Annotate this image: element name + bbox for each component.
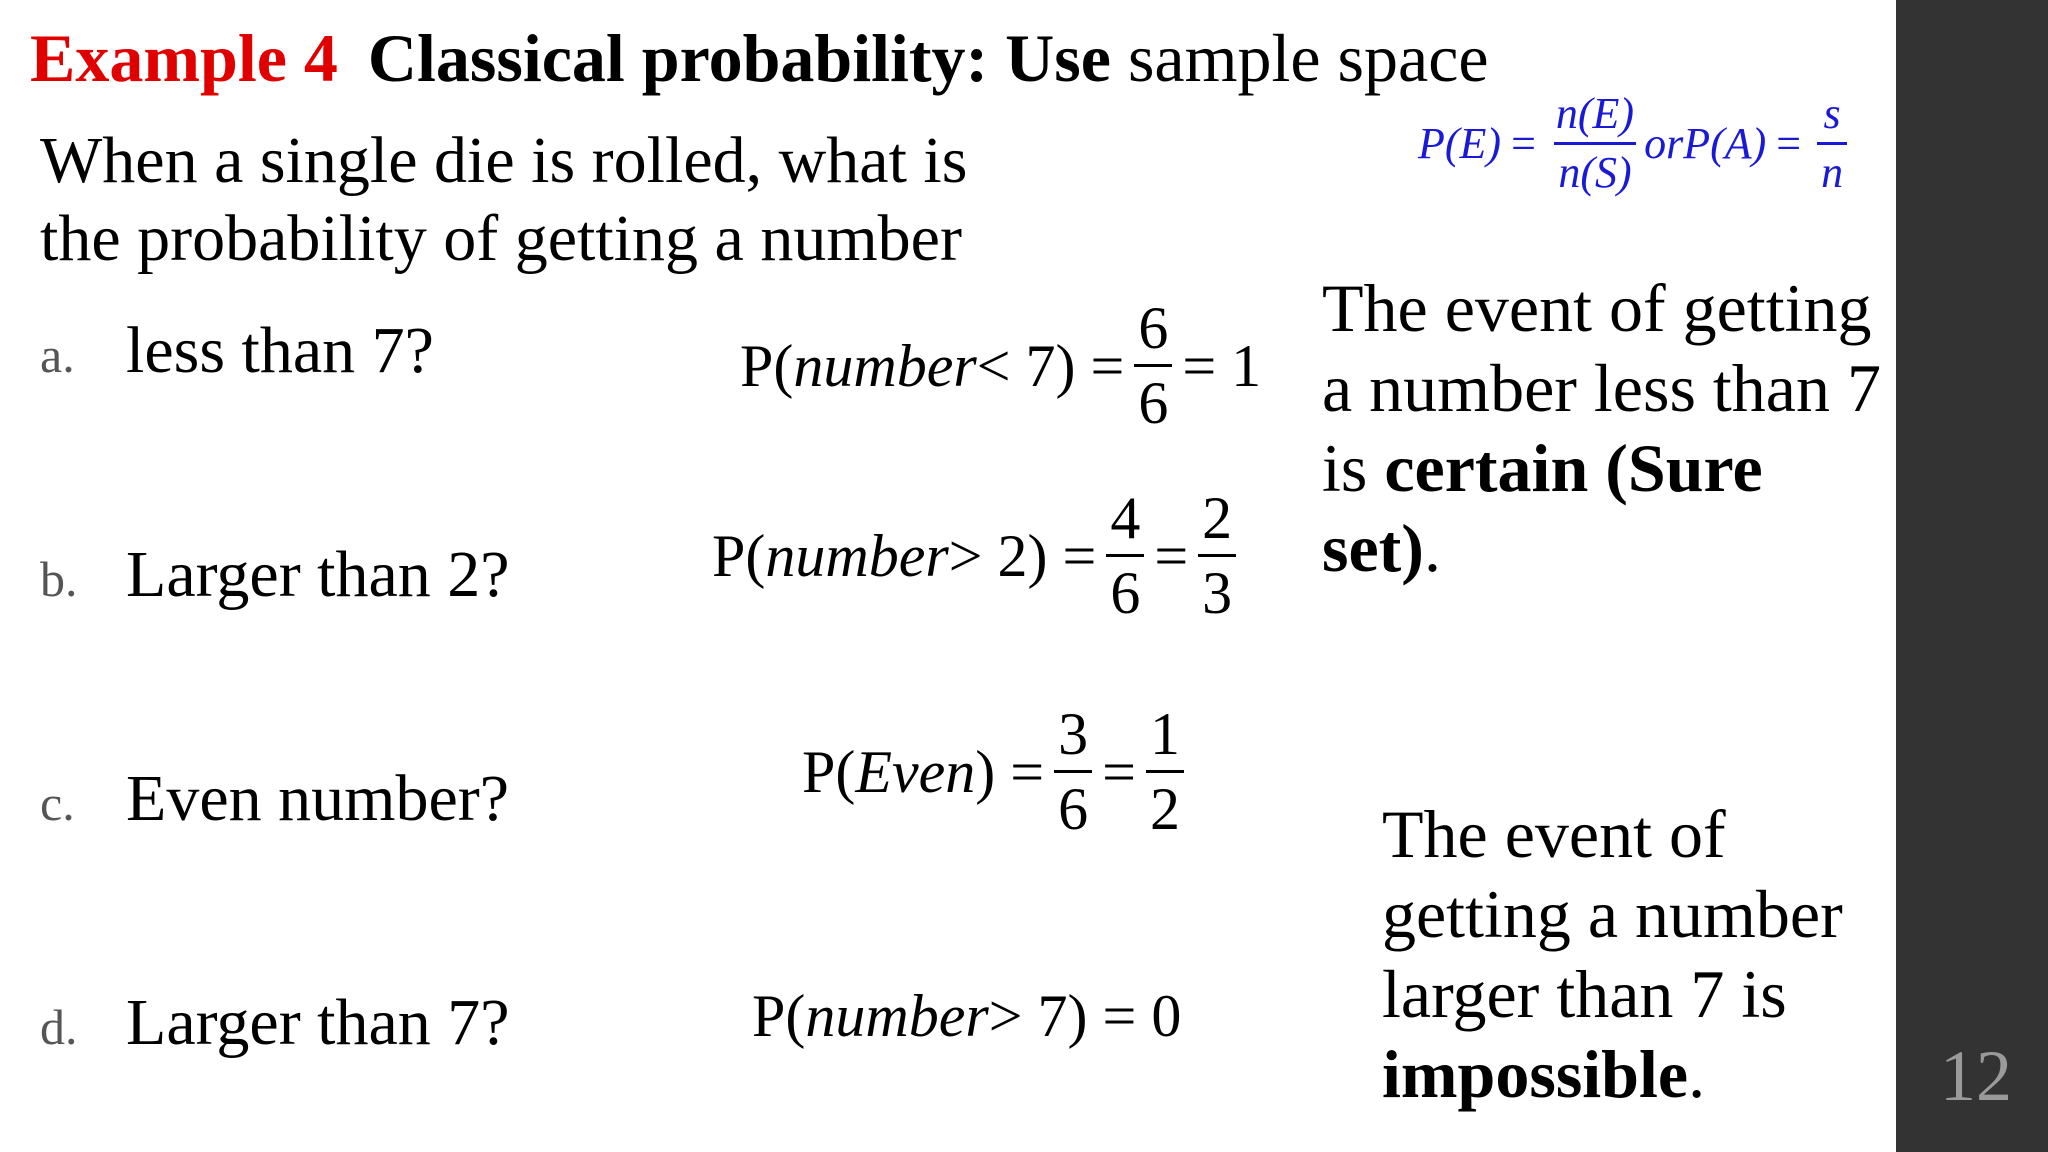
formula-c-fraction-1 xyxy=(1054,701,1092,842)
note-certain-post: . xyxy=(1423,510,1441,586)
formula-b-fraction-1 xyxy=(1106,485,1144,626)
formula-b-den1: 6 xyxy=(1106,554,1144,623)
formula-c-num1: 3 xyxy=(1058,701,1089,767)
formula-b-fraction-2 xyxy=(1198,485,1236,626)
note-impossible-bold: impossible xyxy=(1382,1036,1689,1112)
formula-a-den: 6 xyxy=(1134,364,1172,433)
formula-general-fraction xyxy=(1552,89,1638,197)
note-certain-bold: certain (Sure set) xyxy=(1322,430,1763,586)
formula-a-rest: = 1 xyxy=(1182,332,1262,399)
formula-d-var: number xyxy=(805,983,989,1049)
sidebar xyxy=(1896,0,2048,1152)
formula-b-num2: 2 xyxy=(1202,485,1233,551)
formula-b-var: number xyxy=(765,522,949,589)
formula-general-num: n(E) xyxy=(1555,89,1635,138)
formula-a-fraction xyxy=(1134,295,1172,436)
item-marker: b. xyxy=(40,551,78,607)
note-certain xyxy=(1322,268,1892,588)
page-number: 12 xyxy=(1940,1036,2012,1116)
formula-b-num1: 4 xyxy=(1110,485,1141,551)
formula-b: P( number > 2) = $\frac{4}{6}$ = $\frac{2}{3}$ xyxy=(712,488,1246,623)
list-item-d xyxy=(40,986,510,1059)
formula-a-var: number xyxy=(793,332,977,399)
title-normal: sample space xyxy=(1127,20,1489,96)
example-label: Example 4 xyxy=(30,20,338,96)
formula-a-num: 6 xyxy=(1138,295,1169,361)
question-text: When a single die is rolled, what is the probability of getting a number xyxy=(40,124,968,275)
note-impossible-post: . xyxy=(1688,1036,1706,1112)
formula-general-middle: orP(A) xyxy=(1644,118,1767,168)
note-impossible-text: The event of getting a number larger than 7 is xyxy=(1382,796,1843,1032)
general-formula: P(E) = $\frac{n(E)}{n(S)}$ orP(A) = $\frac{s}{n}$ xyxy=(1418,92,1853,195)
formula-a-rel: < 7) = xyxy=(976,332,1125,399)
item-marker: c. xyxy=(40,775,75,831)
formula-c-var: Even xyxy=(855,738,976,805)
note-impossible xyxy=(1382,794,1882,1114)
item-text: less than 7? xyxy=(126,314,434,387)
formula-c-num2: 1 xyxy=(1149,701,1180,767)
formula-d xyxy=(752,983,1182,1049)
formula-d-open: P( xyxy=(752,983,806,1049)
formula-a-open: P( xyxy=(740,332,794,399)
formula-c-fraction-2 xyxy=(1146,701,1184,842)
formula-c-open: P( xyxy=(802,738,856,805)
item-text: Even number? xyxy=(126,762,510,835)
item-text: Larger than 2? xyxy=(126,538,510,611)
formula-c: P( Even ) = $\frac{3}{6}$ = $\frac{1}{2}$ xyxy=(802,704,1194,839)
item-text: Larger than 7? xyxy=(126,986,510,1059)
formula-general-den2: n xyxy=(1817,142,1847,195)
formula-a xyxy=(740,295,1262,436)
formula-b-open: P( xyxy=(712,522,766,589)
title-bold: Classical probability: Use xyxy=(367,20,1111,96)
list-item-c xyxy=(40,762,510,835)
formula-c-den2: 2 xyxy=(1146,770,1184,839)
note-certain-text: The event of getting a number less than 7 is xyxy=(1322,270,1881,506)
formula-general-num2: s xyxy=(1823,89,1841,138)
formula-c-den1: 6 xyxy=(1054,770,1092,839)
formula-general-den: n(S) xyxy=(1554,142,1635,195)
formula-b-den2: 3 xyxy=(1198,554,1236,623)
item-marker: d. xyxy=(40,999,78,1055)
list-item-b xyxy=(40,538,510,611)
formula-general-lhs: P(E) xyxy=(1418,118,1502,168)
formula-d-rel: > 7) = 0 xyxy=(988,983,1182,1049)
formula-b-rel: > 2) = xyxy=(948,522,1097,589)
formula-c-rel: ) = xyxy=(975,738,1045,805)
list-item-a xyxy=(40,314,434,387)
slide-title xyxy=(30,18,1489,100)
item-marker: a. xyxy=(40,327,75,383)
formula-general-fraction-2 xyxy=(1817,89,1847,197)
